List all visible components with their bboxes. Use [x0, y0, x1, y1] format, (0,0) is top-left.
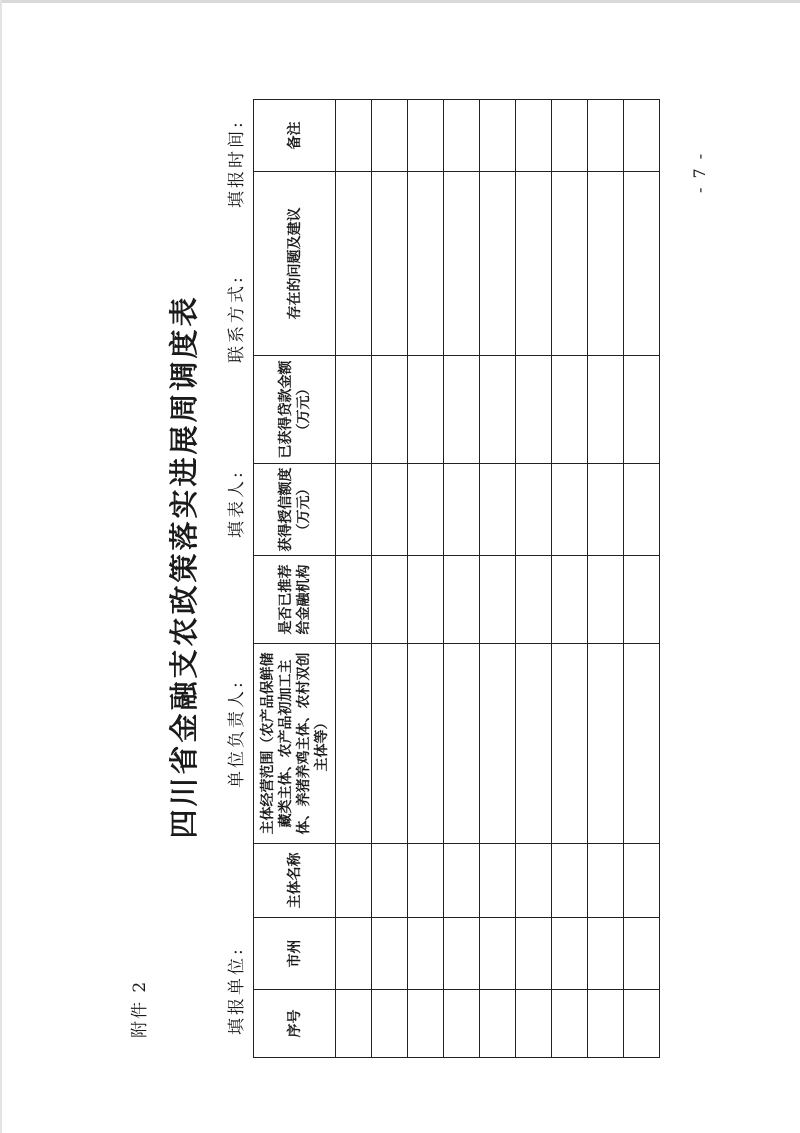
table-cell[interactable] [336, 464, 372, 556]
fill-time-label: 填报时间: [227, 119, 247, 208]
table-cell[interactable] [372, 464, 408, 556]
page-number: - 7 - [690, 151, 709, 193]
table-cell[interactable] [372, 918, 408, 990]
table-cell[interactable] [480, 356, 516, 464]
table-cell[interactable] [444, 356, 480, 464]
table-cell[interactable] [624, 356, 660, 464]
table-header-label: 主体名称 [286, 852, 303, 909]
table-cell[interactable] [336, 918, 372, 990]
header-loan-amount [254, 356, 336, 464]
table-cell[interactable] [336, 844, 372, 918]
table-cell[interactable] [552, 644, 588, 844]
table-cell[interactable] [516, 556, 552, 644]
table-cell[interactable] [480, 644, 516, 844]
table-cell[interactable] [624, 100, 660, 172]
table-cell[interactable] [624, 464, 660, 556]
table-cell[interactable] [624, 918, 660, 990]
table-cell[interactable] [552, 844, 588, 918]
table-header-label: 已获得贷款金额（万元） [277, 360, 312, 459]
header-remarks [254, 100, 336, 172]
table-cell[interactable] [552, 100, 588, 172]
table-cell[interactable] [480, 918, 516, 990]
table-cell[interactable] [552, 556, 588, 644]
table-row [624, 100, 660, 1058]
table-header-label: 获得授信额度（万元） [277, 467, 312, 552]
table-cell[interactable] [444, 844, 480, 918]
table-cell[interactable] [480, 464, 516, 556]
table-row [408, 100, 444, 1058]
table-cell[interactable] [516, 100, 552, 172]
table-cell[interactable] [624, 844, 660, 918]
table-cell[interactable] [408, 464, 444, 556]
table-cell[interactable] [336, 356, 372, 464]
document-title: 四川省金融支农政策落实进展周调度表 [167, 294, 201, 839]
header-entity-name [254, 844, 336, 918]
table-cell[interactable] [408, 844, 444, 918]
table-cell[interactable] [624, 990, 660, 1058]
fill-unit-label: 填报单位: [227, 946, 247, 1035]
table-row [336, 100, 372, 1058]
table-cell[interactable] [480, 556, 516, 644]
table-cell[interactable] [480, 844, 516, 918]
table-cell[interactable] [444, 990, 480, 1058]
table-cell[interactable] [588, 356, 624, 464]
table-header-label: 是否已推荐给金融机构 [277, 564, 312, 635]
fill-person-in-charge-label: 单位负责人: [227, 679, 247, 788]
table-header-label: 序号 [286, 1009, 303, 1038]
table-cell[interactable] [408, 100, 444, 172]
table-header-label: 市州 [286, 939, 303, 968]
table-cell[interactable] [588, 464, 624, 556]
table-row [372, 100, 408, 1058]
table-row [516, 100, 552, 1058]
table-cell[interactable] [444, 172, 480, 356]
table-cell[interactable] [516, 172, 552, 356]
table-cell[interactable] [588, 644, 624, 844]
table-cell[interactable] [444, 556, 480, 644]
table-cell[interactable] [552, 918, 588, 990]
table-cell[interactable] [624, 556, 660, 644]
table-cell[interactable] [516, 464, 552, 556]
table-cell[interactable] [516, 356, 552, 464]
table-cell[interactable] [444, 464, 480, 556]
table-cell[interactable] [552, 464, 588, 556]
fill-filled-by-label: 填表人: [227, 469, 247, 538]
table-cell[interactable] [408, 644, 444, 844]
table-row [552, 100, 588, 1058]
table-cell[interactable] [516, 990, 552, 1058]
table-header-label: 备注 [286, 121, 303, 150]
table-row [588, 100, 624, 1058]
table-cell[interactable] [588, 918, 624, 990]
table-cell[interactable] [336, 172, 372, 356]
table-cell[interactable] [588, 844, 624, 918]
table-cell[interactable] [372, 844, 408, 918]
table-cell[interactable] [408, 172, 444, 356]
table-cell[interactable] [408, 556, 444, 644]
table-cell[interactable] [588, 990, 624, 1058]
table-cell[interactable] [588, 100, 624, 172]
table-cell[interactable] [372, 990, 408, 1058]
table-cell[interactable] [336, 644, 372, 844]
table-header-label: 存在的问题及建议 [286, 207, 303, 320]
table-cell[interactable] [336, 556, 372, 644]
table-cell[interactable] [516, 918, 552, 990]
header-credit-line [254, 464, 336, 556]
table-cell[interactable] [480, 172, 516, 356]
table-cell[interactable] [516, 844, 552, 918]
table-cell[interactable] [372, 556, 408, 644]
table-cell[interactable] [336, 990, 372, 1058]
table-header-label: 主体经营范围（农产品保鲜储藏类主体、农产品初加工主体、养猪养鸡主体、农村双创主体等） [259, 652, 330, 835]
table-cell[interactable] [372, 644, 408, 844]
table-row [480, 100, 516, 1058]
table-cell[interactable] [336, 100, 372, 172]
table-cell[interactable] [588, 556, 624, 644]
header-problems-suggestions [254, 172, 336, 356]
table-cell[interactable] [552, 356, 588, 464]
header-recommended-to-bank [254, 556, 336, 644]
table-cell[interactable] [372, 356, 408, 464]
table-cell[interactable] [624, 644, 660, 844]
table-cell[interactable] [480, 990, 516, 1058]
table-cell[interactable] [408, 990, 444, 1058]
table-cell[interactable] [480, 100, 516, 172]
table-cell[interactable] [516, 644, 552, 844]
attachment-label: 附件 2 [130, 979, 150, 1038]
table-cell[interactable] [552, 990, 588, 1058]
table-cell[interactable] [408, 918, 444, 990]
header-business-scope [254, 644, 336, 844]
progress-table [253, 99, 660, 1058]
table-cell[interactable] [444, 644, 480, 844]
header-serial-number [254, 990, 336, 1058]
fill-contact-label: 联系方式: [227, 274, 247, 363]
table-cell[interactable] [372, 100, 408, 172]
table-cell[interactable] [372, 172, 408, 356]
table-cell[interactable] [408, 356, 444, 464]
table-cell[interactable] [552, 172, 588, 356]
table-cell[interactable] [588, 172, 624, 356]
header-city-prefecture [254, 918, 336, 990]
table-cell[interactable] [624, 172, 660, 356]
table-row [444, 100, 480, 1058]
table-header-row [254, 100, 336, 1058]
table-cell[interactable] [444, 918, 480, 990]
table-cell[interactable] [444, 100, 480, 172]
